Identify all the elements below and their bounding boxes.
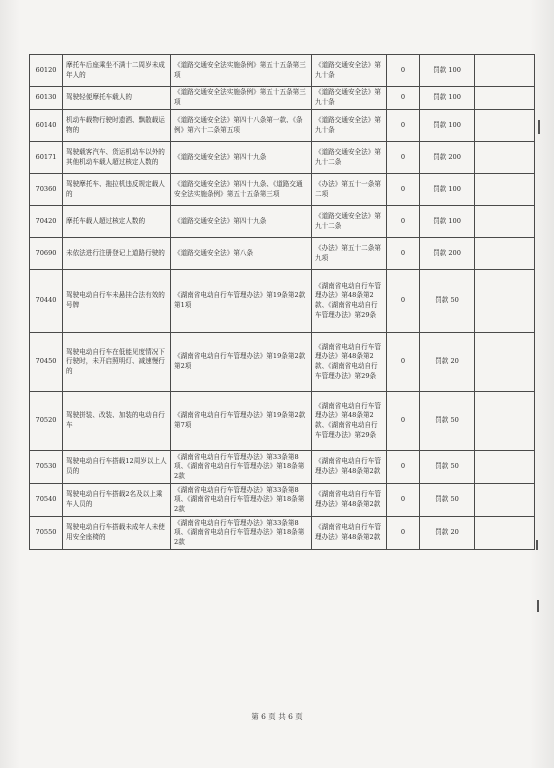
- code-cell: 70550: [30, 517, 63, 550]
- table-row: [30, 206, 535, 238]
- code-cell: 60171: [30, 142, 63, 174]
- table-row: [30, 270, 535, 333]
- blank-cell: [475, 451, 535, 484]
- table-row: [30, 333, 535, 392]
- description-cell: 未依法进行注册登记上道路行驶的: [63, 238, 171, 270]
- penalty-cell: 罚款 20: [420, 333, 475, 392]
- count-cell: 0: [387, 392, 420, 451]
- binding-marks: [532, 0, 554, 768]
- penalty-cell: 罚款 100: [420, 55, 475, 87]
- penalty-basis-cell: 《湖南省电动自行车管理办法》第48条第2款: [312, 517, 387, 550]
- count-cell: 0: [387, 451, 420, 484]
- legal-basis-cell: 《湖南省电动自行车管理办法》第33条第8项、《湖南省电动自行车管理办法》第18条第2款: [171, 517, 312, 550]
- count-cell: 0: [387, 517, 420, 550]
- legal-basis-cell: 《道路交通安全法实施条例》第五十五条第三项: [171, 55, 312, 87]
- count-cell: 0: [387, 333, 420, 392]
- penalty-cell: 罚款 100: [420, 87, 475, 110]
- table-row: [30, 238, 535, 270]
- table-row: [30, 142, 535, 174]
- description-cell: 摩托车后座乘坐不满十二周岁未成年人的: [63, 55, 171, 87]
- code-cell: 70360: [30, 174, 63, 206]
- penalty-basis-cell: 《道路交通安全法》第九十条: [312, 87, 387, 110]
- count-cell: 0: [387, 484, 420, 517]
- legal-basis-cell: 《道路交通安全法》第四十九条: [171, 206, 312, 238]
- description-cell: 驾驶载客汽车、货运机动车以外的其他机动车载人超过核定人数的: [63, 142, 171, 174]
- legal-basis-cell: 《湖南省电动自行车管理办法》第19条第2款第7项: [171, 392, 312, 451]
- code-cell: 70530: [30, 451, 63, 484]
- penalty-cell: 罚款 100: [420, 206, 475, 238]
- count-cell: 0: [387, 87, 420, 110]
- penalty-basis-cell: 《道路交通安全法》第九十二条: [312, 142, 387, 174]
- legal-basis-cell: 《道路交通安全法》第四十八条第一款、《条例》第六十二条第五项: [171, 110, 312, 142]
- blank-cell: [475, 142, 535, 174]
- penalty-cell: 罚款 50: [420, 392, 475, 451]
- count-cell: 0: [387, 55, 420, 87]
- description-cell: 驾驶电动自行车在低能见度情况下行驶时，未开启照明灯、减速慢行的: [63, 333, 171, 392]
- table-row: [30, 174, 535, 206]
- violation-table: [29, 54, 535, 550]
- description-cell: 驾驶电动自行车未悬挂合法有效的号牌: [63, 270, 171, 333]
- blank-cell: [475, 484, 535, 517]
- penalty-cell: 罚款 20: [420, 517, 475, 550]
- table-row: [30, 451, 535, 484]
- code-cell: 60120: [30, 55, 63, 87]
- count-cell: 0: [387, 142, 420, 174]
- penalty-cell: 罚款 50: [420, 484, 475, 517]
- code-cell: 60140: [30, 110, 63, 142]
- legal-basis-cell: 《湖南省电动自行车管理办法》第33条第8项、《湖南省电动自行车管理办法》第18条第2款: [171, 484, 312, 517]
- legal-basis-cell: 《道路交通安全法》第八条: [171, 238, 312, 270]
- penalty-cell: 罚款 100: [420, 174, 475, 206]
- table-row: [30, 517, 535, 550]
- description-cell: 驾驶电动自行车搭载12周岁以上人员的: [63, 451, 171, 484]
- penalty-basis-cell: 《湖南省电动自行车管理办法》第48条第2款、《湖南省电动自行车管理办法》第29条: [312, 270, 387, 333]
- penalty-cell: 罚款 50: [420, 451, 475, 484]
- legal-basis-cell: 《湖南省电动自行车管理办法》第19条第2款第1项: [171, 270, 312, 333]
- count-cell: 0: [387, 206, 420, 238]
- legal-basis-cell: 《湖南省电动自行车管理办法》第19条第2款第2项: [171, 333, 312, 392]
- penalty-basis-cell: 《湖南省电动自行车管理办法》第48条第2款: [312, 484, 387, 517]
- penalty-basis-cell: 《湖南省电动自行车管理办法》第48条第2款、《湖南省电动自行车管理办法》第29条: [312, 333, 387, 392]
- code-cell: 70540: [30, 484, 63, 517]
- blank-cell: [475, 270, 535, 333]
- penalty-basis-cell: 《道路交通安全法》第九十二条: [312, 206, 387, 238]
- page-footer: 第 6 页 共 6 页: [251, 712, 303, 721]
- blank-cell: [475, 392, 535, 451]
- description-cell: 驾驶电动自行车搭载2名及以上乘车人员的: [63, 484, 171, 517]
- penalty-cell: 罚款 200: [420, 142, 475, 174]
- table-row: [30, 55, 535, 87]
- table-row: [30, 87, 535, 110]
- count-cell: 0: [387, 174, 420, 206]
- legal-basis-cell: 《道路交通安全法》第四十九条: [171, 142, 312, 174]
- code-cell: 70520: [30, 392, 63, 451]
- penalty-cell: 罚款 50: [420, 270, 475, 333]
- penalty-basis-cell: 《道路交通安全法》第九十条: [312, 110, 387, 142]
- blank-cell: [475, 55, 535, 87]
- penalty-basis-cell: 《湖南省电动自行车管理办法》第48条第2款: [312, 451, 387, 484]
- code-cell: 70450: [30, 333, 63, 392]
- penalty-cell: 罚款 100: [420, 110, 475, 142]
- penalty-basis-cell: 《办法》第五十二条第九项: [312, 238, 387, 270]
- legal-basis-cell: 《湖南省电动自行车管理办法》第33条第8项、《湖南省电动自行车管理办法》第18条第2款: [171, 451, 312, 484]
- count-cell: 0: [387, 110, 420, 142]
- penalty-basis-cell: 《办法》第五十一条第二项: [312, 174, 387, 206]
- blank-cell: [475, 87, 535, 110]
- code-cell: 70690: [30, 238, 63, 270]
- blank-cell: [475, 333, 535, 392]
- description-cell: 驾驶电动自行车搭载未成年人未使用安全座椅的: [63, 517, 171, 550]
- description-cell: 摩托车载人超过核定人数的: [63, 206, 171, 238]
- count-cell: 0: [387, 238, 420, 270]
- table-row: [30, 110, 535, 142]
- description-cell: 机动车载物行驶时遗洒、飘散载运物的: [63, 110, 171, 142]
- blank-cell: [475, 110, 535, 142]
- table-row: [30, 484, 535, 517]
- code-cell: 70440: [30, 270, 63, 333]
- description-cell: 驾驶拼装、改装、加装的电动自行车: [63, 392, 171, 451]
- description-cell: 驾驶摩托车、拖拉机违反规定载人的: [63, 174, 171, 206]
- code-cell: 70420: [30, 206, 63, 238]
- code-cell: 60130: [30, 87, 63, 110]
- penalty-basis-cell: 《湖南省电动自行车管理办法》第48条第2款、《湖南省电动自行车管理办法》第29条: [312, 392, 387, 451]
- legal-basis-cell: 《道路交通安全法》第四十九条、《道路交通安全法实施条例》第五十五条第三项: [171, 174, 312, 206]
- legal-basis-cell: 《道路交通安全法实施条例》第五十五条第三项: [171, 87, 312, 110]
- blank-cell: [475, 174, 535, 206]
- penalty-cell: 罚款 200: [420, 238, 475, 270]
- penalty-basis-cell: 《道路交通安全法》第九十条: [312, 55, 387, 87]
- description-cell: 驾驶轻便摩托车载人的: [63, 87, 171, 110]
- blank-cell: [475, 517, 535, 550]
- blank-cell: [475, 238, 535, 270]
- blank-cell: [475, 206, 535, 238]
- table-row: [30, 392, 535, 451]
- count-cell: 0: [387, 270, 420, 333]
